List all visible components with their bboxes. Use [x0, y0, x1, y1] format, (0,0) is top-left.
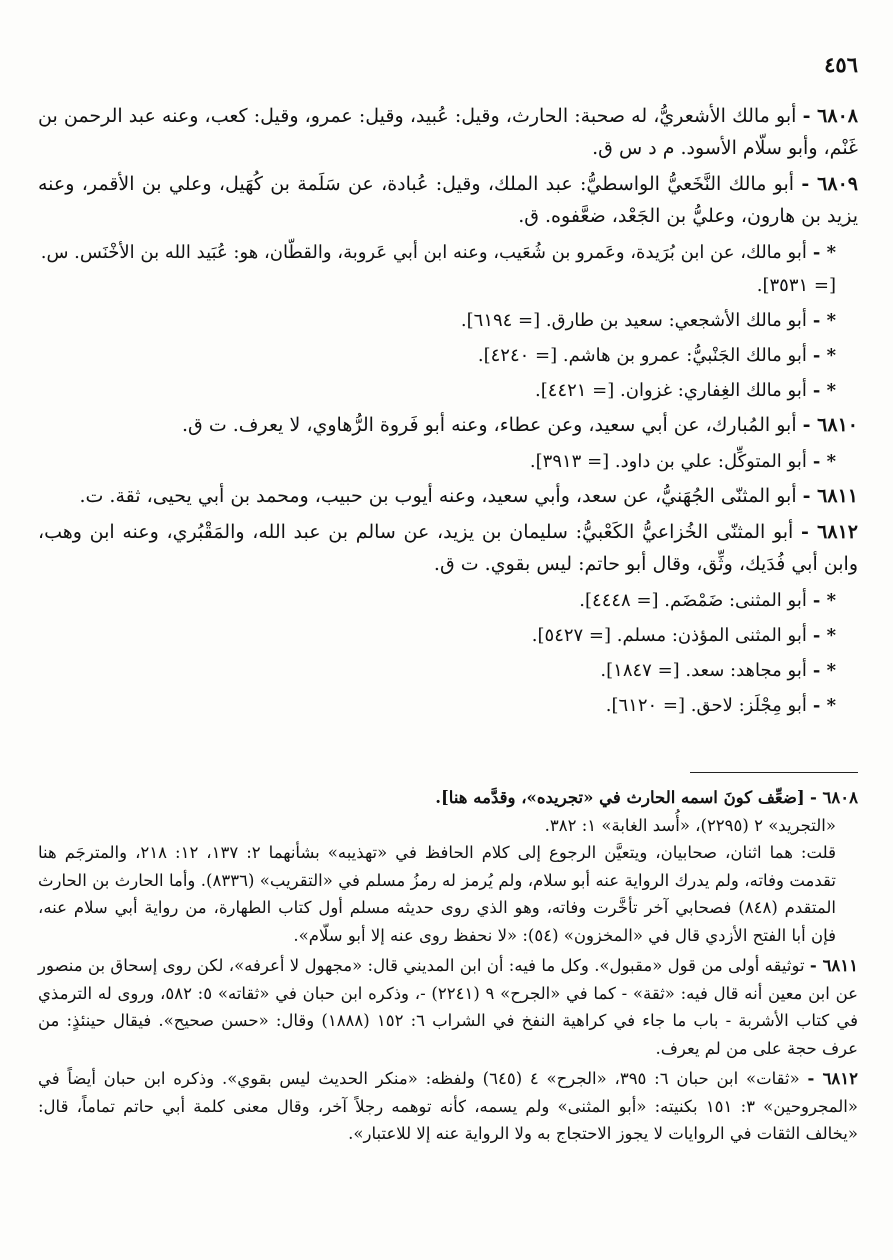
footnotes: [38, 784, 858, 1151]
footnote-body: قلت: هما اثنان، صحابيان، ويتعيَّن الرجوع إلى كلام الحافظ في «تهذيبه» بشأنهما ٢: ١٣٧، ١٢: ٢١٨، والمترجَم هنا تقدمت وفاته، ولم يدرك الرواية عنه أبو سلام، ولم يُرمز له رمزُ مسلم في «التقريب» (٨٣٣٦). وأما الحارث بن الحارث المتقدم (٨٤٨) فصحابي آخر تأخَّرت وفاته، وهو الذي روى حديثه مسلم أول كتاب الطهارة، من رواية أبي سلام عنه، فإن أبا الفتح الأزدي قال في «المخزون» (٥٤): «لا نحفظ روى عنه إلا أبو سلّام».: [38, 843, 837, 945]
entry-6810: [38, 409, 858, 441]
entry-number: ٦٨١٢ -: [801, 521, 858, 543]
star-bullet: * -: [812, 345, 836, 366]
ref-item: [38, 619, 858, 652]
footnote-body: «ثقات» ابن حبان ٦: ٣٩٥، «الجرح» ٤ (٦٤٥) ولفظه: «منكر الحديث ليس بقوي». وذكره ابن حبان أيضاً في «المجروحين» ٣: ١٥١ بكنيته: «أبو المثنى» ولم يسمه، كأنه توهمه رجلاً آخر، وقال معنى كلمة أبي حاتم تماماً، قال: «يخالف الثقات في الروايات لا يجوز الاحتجاج به ولا الرواية عنه إلا للاعتبار».: [38, 1069, 858, 1143]
ref-text: أبو مالك الغِفاري: غزوان. [= ٤٤٢١].: [535, 380, 807, 401]
footnote-divider: [690, 772, 858, 773]
star-bullet: * -: [812, 590, 836, 611]
star-bullet: * -: [812, 380, 836, 401]
ref-item: [38, 374, 858, 407]
footnote-body: توثيقه أولى من قول «مقبول». وكل ما فيه: أن ابن المديني قال: «مجهول لا أعرفه»، لكن روى إسحاق بن منصور عن ابن معين أنه قال فيه: «ثقة» - كما في «الجرح» ٩ (٢٢٤١) -، وذكره ابن حبان في «ثقاته» ٥: ٥٨٢، وروى له الترمذي في كتاب الأشربة - باب ما جاء في كراهية النفخ في الشراب ٦: ١٥٢ (١٨٨٨) وقال: «حسن صحيح». فيقال حينئذٍ: من عرف حجة على من لم يعرف.: [38, 956, 859, 1058]
entry-number: ٦٨٠٨ -: [802, 105, 858, 127]
page-number: ٤٥٦: [824, 52, 858, 77]
entry-number: ٦٨١١ -: [802, 485, 858, 507]
ref-item: [38, 689, 858, 722]
ref-item: [38, 445, 858, 478]
star-bullet: * -: [812, 695, 836, 716]
star-bullet: * -: [812, 310, 836, 331]
footnote-source: «التجريد» ٢ (٢٢٩٥)، «أُسد الغابة» ١: ٣٨٢.: [544, 815, 836, 835]
star-bullet: * -: [812, 451, 836, 472]
ref-text: أبو مالك، عن ابن بُرَيدة، وعَمرو بن شُعَيب، وعنه ابن أبي عَروبة، والقطّان، هو: عُبَيد الله بن الأخْنَس. س. [= ٣٥٣١].: [40, 242, 836, 296]
ref-text: أبو مِجْلَز: لاحق. [= ٦١٢٠].: [605, 695, 807, 716]
ref-text: أبو مالك الجَنْبيُّ: عمرو بن هاشم. [= ٤٢٤٠].: [477, 345, 807, 366]
star-bullet: * -: [812, 625, 836, 646]
entry-6809: [38, 168, 858, 232]
entry-text: أبو المثنّى الخُزاعيُّ الكَعْبيُّ: سليمان بن يزيد، عن سالم بن عبد الله، والمَقْبُري، وعنه ابن وهب، وابن أبي فُدَيك، وثِّق، وقال أبو حاتم: ليس بقوي. ت ق.: [38, 521, 858, 575]
entry-number: ٦٨٠٩ -: [801, 173, 858, 195]
footnote-6811: [38, 952, 858, 1062]
entry-text: أبو مالك الأشعريُّ، له صحبة: الحارث، وقيل: عُبيد، وقيل: عمرو، وقيل: كعب، وعنه عبد الرحمن بن غَنْم، وأبو سلّام الأسود. م د س ق.: [38, 105, 858, 159]
footnote-head: [ضعِّف كونَ اسمه الحارث في «تجريده»، وقدَّمه هنا].: [435, 788, 805, 807]
footnote-6808: [38, 784, 858, 949]
entry-6811: [38, 480, 858, 512]
ref-text: أبو المتوكِّل: علي بن داود. [= ٣٩١٣].: [529, 451, 807, 472]
entry-text: أبو مالك النَّخَعيُّ الواسطيُّ: عبد الملك، وقيل: عُبادة، عن سَلَمة بن كُهَيل، وعلي بن الأقمر، وعنه يزيد بن هارون، وعليُّ بن الجَعْد، ضعَّفوه. ق.: [38, 173, 858, 227]
ref-item: [38, 339, 858, 372]
footnote-number: ٦٨١١ -: [809, 956, 859, 975]
star-bullet: * -: [812, 660, 836, 681]
ref-text: أبو مجاهد: سعد. [= ١٨٤٧].: [600, 660, 807, 681]
ref-text: أبو المثنى: ضَمْضَم. [= ٤٤٤٨].: [579, 590, 807, 611]
entry-text: أبو المُبارك، عن أبي سعيد، وعن عطاء، وعنه أبو فَروة الرُّهاوي، لا يعرف. ت ق.: [182, 414, 797, 436]
ref-item: [38, 236, 858, 302]
ref-item: [38, 304, 858, 337]
ref-item: [38, 654, 858, 687]
ref-text: أبو المثنى المؤذن: مسلم. [= ٥٤٢٧].: [531, 625, 807, 646]
entries: [38, 100, 858, 724]
footnote-number: ٦٨٠٨ -: [809, 788, 858, 807]
footnote-6812: [38, 1065, 858, 1148]
ref-item: [38, 584, 858, 617]
footnote-number: ٦٨١٢ -: [807, 1069, 859, 1088]
star-bullet: * -: [812, 242, 836, 263]
entry-6808: [38, 100, 858, 164]
entry-text: أبو المثنّى الجُهَنيُّ، عن سعد، وأبي سعيد، وعنه أيوب بن حبيب، ومحمد بن أبي يحيى، ثقة. ت.: [79, 485, 797, 507]
ref-text: أبو مالك الأشجعي: سعيد بن طارق. [= ٦١٩٤].: [460, 310, 807, 331]
entry-number: ٦٨١٠ -: [802, 414, 858, 436]
entry-6812: [38, 516, 858, 580]
